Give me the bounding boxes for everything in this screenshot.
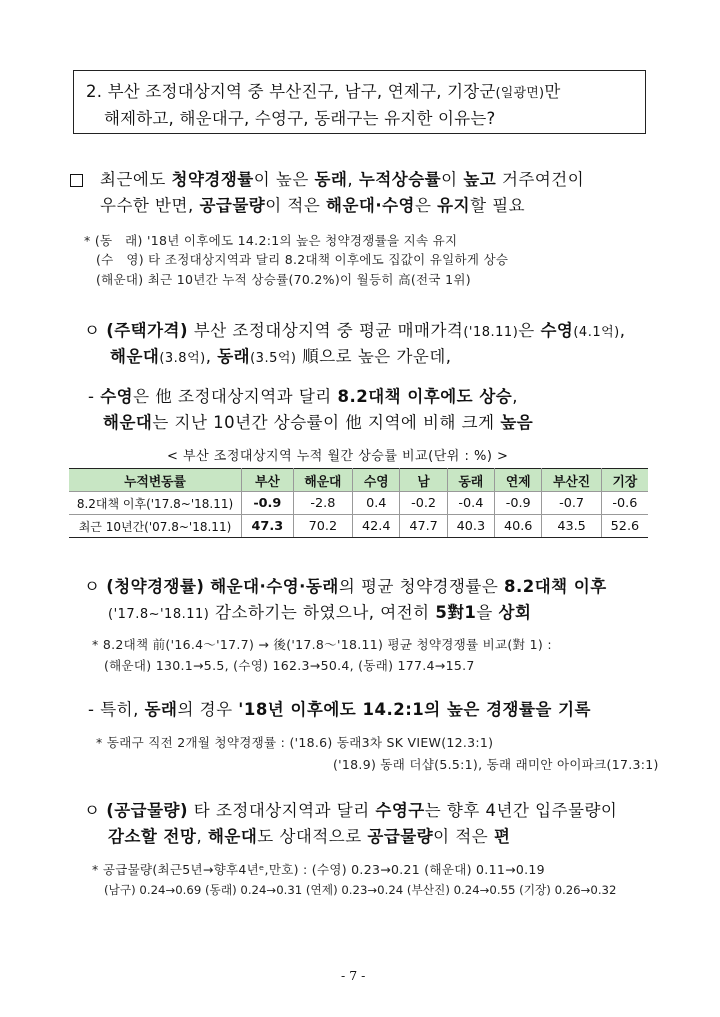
text-run: ㅇ: [84, 801, 107, 820]
price-line-2: [110, 343, 452, 367]
summary-note-1: * (동 래) '18년 이후에도 14.2:1의 높은 청약경쟁률을 지속 유지: [84, 233, 458, 248]
table-cell: -0.2: [400, 492, 447, 515]
bold-run: 동래: [144, 700, 178, 719]
bold-run: 8.2대책 이후: [504, 577, 607, 596]
text-run: 타 조정대상지역과 달리: [188, 801, 376, 820]
supply-note-1: * 공급물량(최근5년→향후4년ᵉ,만호) : (수영) 0.23→0.21 (해운대) 0.11→0.19: [92, 862, 545, 877]
text-run: (4.1억): [573, 325, 620, 340]
bold-run: 수영: [540, 321, 574, 340]
text-run: 을: [476, 603, 499, 622]
bold-run: (공급물량): [106, 801, 189, 820]
question-line-2: 해제하고, 해운대구, 수영구, 동래구는 유지한 이유는?: [104, 109, 496, 128]
bold-run: 수영구: [375, 801, 425, 820]
text-run: 이: [441, 170, 464, 189]
bold-run: 해운대·수영: [326, 196, 415, 215]
dongrae-note-1: * 동래구 직전 2개월 청약경쟁률 : ('18.6) 동래3차 SK VIEW(12.3:1): [96, 735, 494, 750]
text-run: 順으로 높은 가운데,: [296, 347, 452, 366]
text-run: -: [88, 387, 101, 406]
text-run: - 특히,: [88, 700, 145, 719]
table-cell: -2.8: [293, 492, 352, 515]
summary-line-2: [100, 192, 525, 216]
supply-note-2: (남구) 0.24→0.69 (동래) 0.24→0.31 (연제) 0.23→0.24 (부산진) 0.24→0.55 (기장) 0.26→0.32: [104, 883, 617, 897]
table-header: 부산: [242, 469, 294, 492]
table-row: [69, 515, 648, 538]
bold-run: 누적상승률: [358, 170, 442, 189]
text-run: (3.8억): [159, 351, 206, 366]
text-run: ㅇ: [84, 577, 107, 596]
table-header: 해운대: [293, 469, 352, 492]
text-run: ,: [619, 321, 626, 340]
bold-run: 높음: [500, 413, 534, 432]
bold-run: 동래: [217, 347, 251, 366]
text-run: 부산 조정대상지역 중 평균 매매가격: [188, 321, 464, 340]
table-cell: 최근 10년간('07.8~'18.11): [69, 515, 242, 538]
table-cell: 52.6: [601, 515, 648, 538]
text-run: 은 他 조정대상지역과 달리: [133, 387, 338, 406]
text-run: 은: [518, 321, 541, 340]
table-cell: 8.2대책 이후('17.8~'18.11): [69, 492, 242, 515]
bold-run: 해운대·수영·동래: [210, 577, 339, 596]
bold-run: 감소할 전망: [108, 827, 197, 846]
text-run: 은: [414, 196, 438, 215]
table-cell: 70.2: [293, 515, 352, 538]
text-run: 할 필요: [470, 196, 526, 215]
table-header: 동래: [447, 469, 494, 492]
table-cell: 47.7: [400, 515, 447, 538]
bold-run: (주택가격): [106, 321, 189, 340]
text-run: (3.5억): [250, 351, 297, 366]
bold-run: 공급물량: [199, 196, 266, 215]
text-run: 이 적은: [265, 196, 327, 215]
table-cell: 40.3: [447, 515, 494, 538]
text-run: ,: [512, 387, 518, 406]
summary-line-1: [100, 166, 584, 190]
table-header-row: [69, 469, 648, 492]
table-cell: 42.4: [353, 515, 400, 538]
competition-dash: [88, 696, 591, 720]
bold-run: 상회: [498, 603, 532, 622]
text-run: ,: [196, 827, 208, 846]
bold-run: 해운대: [103, 413, 153, 432]
table-cell: -0.9: [242, 492, 294, 515]
table-header: 연제: [495, 469, 542, 492]
text-run: 이 높은: [253, 170, 315, 189]
table-cell: -0.6: [601, 492, 648, 515]
text-run: 의 경우: [177, 700, 239, 719]
text-run: 최근에도: [100, 170, 172, 189]
summary-note-2: (수 영) 타 조정대상지역과 달리 8.2대책 이후에도 집값이 유일하게 상승: [96, 252, 509, 267]
table-cell: -0.4: [447, 492, 494, 515]
text-run: ,: [347, 170, 359, 189]
bold-run: 편: [493, 827, 511, 846]
text-run: 거주여건이: [496, 170, 585, 189]
table-cell: 47.3: [242, 515, 294, 538]
price-dash-2: [103, 409, 533, 433]
bold-run: 8.2대책 이후에도 상승: [337, 387, 513, 406]
bold-run: 5對1: [435, 603, 477, 622]
bold-run: (청약경쟁률): [106, 577, 205, 596]
text-run: ,: [205, 347, 218, 366]
text-run: 는 지난 10년간 상승률이 他 지역에 비해 크게: [152, 413, 501, 432]
table-cell: 40.6: [495, 515, 542, 538]
table-header: 부산진: [542, 469, 601, 492]
text-run: ('17.8~'18.11): [108, 607, 210, 622]
checkbox-icon: [70, 171, 83, 190]
bold-run: 해운대: [110, 347, 160, 366]
supply-line-1: [84, 797, 617, 821]
bold-run: 청약경쟁률: [171, 170, 254, 189]
bold-run: 수영: [100, 387, 134, 406]
competition-note-2: (해운대) 130.1→5.5, (수영) 162.3→50.4, (동래) 177.4→15.7: [104, 658, 475, 673]
table-header: 기장: [601, 469, 648, 492]
table-header: 남: [400, 469, 447, 492]
supply-line-2: [108, 823, 510, 847]
bold-run: 유지: [437, 196, 471, 215]
rate-table: [69, 468, 648, 538]
bold-run: '18년 이후에도 14.2:1의 높은 경쟁률을 기록: [238, 700, 591, 719]
table-cell: -0.7: [542, 492, 601, 515]
text-run: 이 적은: [433, 827, 494, 846]
question-line-1: 2. 부산 조정대상지역 중 부산진구, 남구, 연제구, 기장군(일광면)만: [86, 82, 561, 101]
table-cell: -0.9: [495, 492, 542, 515]
page-number: - 7 -: [341, 968, 366, 983]
price-dash-1: [88, 383, 518, 407]
dongrae-note-2: ('18.9) 동래 더샵(5.5:1), 동래 래미안 아이파크(17.3:1): [333, 757, 659, 772]
table-cell: 0.4: [353, 492, 400, 515]
table-caption: < 부산 조정대상지역 누적 월간 상승률 비교(단위 : %) >: [167, 449, 509, 464]
summary-note-3: (해운대) 최근 10년간 누적 상승률(70.2%)이 월등히 高(전국 1위): [96, 272, 471, 287]
table-cell: 43.5: [542, 515, 601, 538]
table-header: 수영: [353, 469, 400, 492]
text-run: 우수한 반면,: [100, 196, 200, 215]
bold-run: 높고: [463, 170, 497, 189]
competition-note-1: * 8.2대책 前('16.4～'17.7) → 後('17.8～'18.11) 평균 청약경쟁률 비교(對 1) :: [92, 637, 552, 652]
price-line-1: [84, 317, 626, 341]
text-run: ('18.11): [463, 325, 519, 340]
text-run: ㅇ: [84, 321, 107, 340]
bold-run: 동래: [314, 170, 348, 189]
bold-run: 공급물량: [367, 827, 434, 846]
text-run: 는 향후 4년간 입주물량이: [424, 801, 618, 820]
text-run: 도 상대적으로: [257, 827, 368, 846]
bold-run: 해운대: [207, 827, 258, 846]
text-run: 의 평균 청약경쟁률은: [338, 577, 505, 596]
table-header: 누적변동률: [69, 469, 242, 492]
competition-line-1: [84, 573, 607, 597]
text-run: 감소하기는 하였으나, 여전히: [209, 603, 436, 622]
table-row: [69, 492, 648, 515]
competition-line-2: [108, 599, 531, 623]
